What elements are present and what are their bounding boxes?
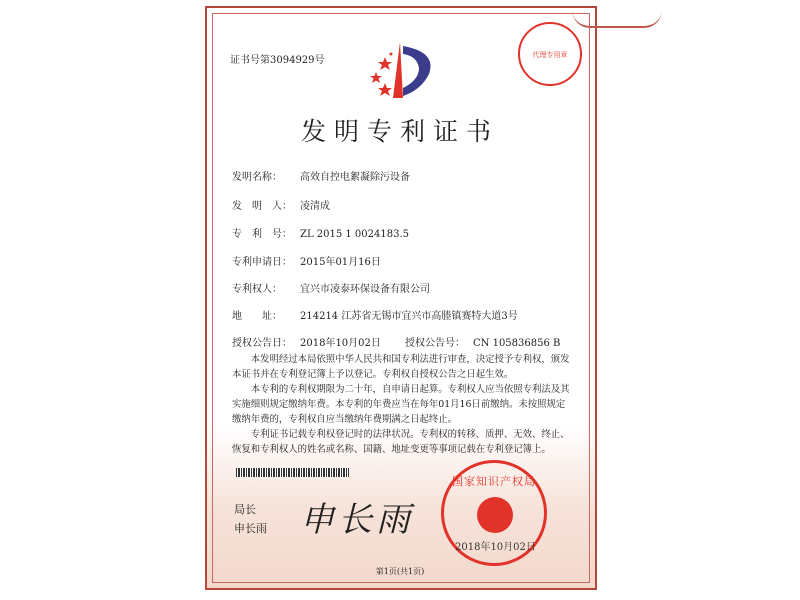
field-value: 2015年01月16日	[300, 257, 381, 268]
field-value: 宜兴市凌泰环保设备有限公司	[300, 284, 430, 295]
field-grant-date	[232, 334, 381, 349]
field-value: 214214 江苏省无锡市宜兴市高塍镇赛特大道3号	[300, 311, 518, 322]
chief-block	[234, 500, 267, 538]
field-inventor	[232, 197, 330, 212]
signature: 申长雨	[300, 500, 414, 540]
barcode	[236, 468, 349, 477]
body-paragraph: 本发明经过本局依照中华人民共和国专利法进行审查，决定授予专利权，颁发本证书并在专利登记簿上予以登记。专利权自授权公告之日起生效。	[232, 354, 570, 380]
field-label: 发 明 人：	[232, 201, 292, 212]
field-label: 地 址：	[232, 311, 282, 322]
national-emblem-icon	[477, 497, 513, 533]
agency-stamp	[518, 22, 582, 86]
field-value: 高效自控电絮凝除污设备	[300, 172, 410, 183]
agency-stamp-text: 代理专用章	[532, 51, 568, 59]
field-label: 发明名称：	[232, 172, 282, 183]
field-value: 凌清成	[300, 201, 330, 212]
field-label: 专 利 号：	[232, 229, 292, 240]
field-patent-number	[232, 225, 409, 240]
field-label: 专利申请日：	[232, 257, 292, 268]
field-address	[232, 307, 518, 322]
chief-title: 局长	[234, 503, 256, 516]
field-value: CN 105836856 B	[473, 338, 561, 349]
seal-text: 国家知识产权局	[452, 475, 536, 488]
field-application-date	[232, 253, 381, 268]
field-announcement-number	[405, 334, 560, 349]
field-invention-name	[232, 168, 410, 183]
field-label: 授权公告日：	[232, 338, 292, 349]
field-label: 专利权人：	[232, 284, 282, 295]
seal-date: 2018年10月02日	[455, 542, 536, 553]
top-ornament	[572, 10, 662, 28]
chief-name: 申长雨	[234, 522, 267, 535]
body-paragraph: 本专利的专利权期限为二十年，自申请日起算。专利权人应当依照专利法及其实施细则规定缴纳年费。本专利的年费应当在每年01月16日前缴纳。未按照规定缴纳年费的，专利权自应当缴纳年费期满之日起终止。	[232, 384, 570, 425]
certificate-number: 证书号第3094929号	[230, 55, 325, 66]
field-value: 2018年10月02日	[300, 338, 381, 349]
field-label: 授权公告号：	[405, 338, 465, 349]
body-paragraph: 专利证书记载专利权登记时的法律状况。专利权的转移、质押、无效、终止、恢复和专利权人的姓名或名称、国籍、地址变更等事项记载在专利登记簿上。	[232, 429, 570, 455]
patent-office-logo-icon	[365, 40, 435, 102]
page-number: 第1页(共1页)	[375, 567, 425, 576]
field-value: ZL 2015 1 0024183.5	[300, 229, 410, 240]
certificate-body	[232, 352, 570, 457]
certificate-title: 发明专利证书	[300, 117, 499, 146]
field-patentee	[232, 280, 430, 295]
